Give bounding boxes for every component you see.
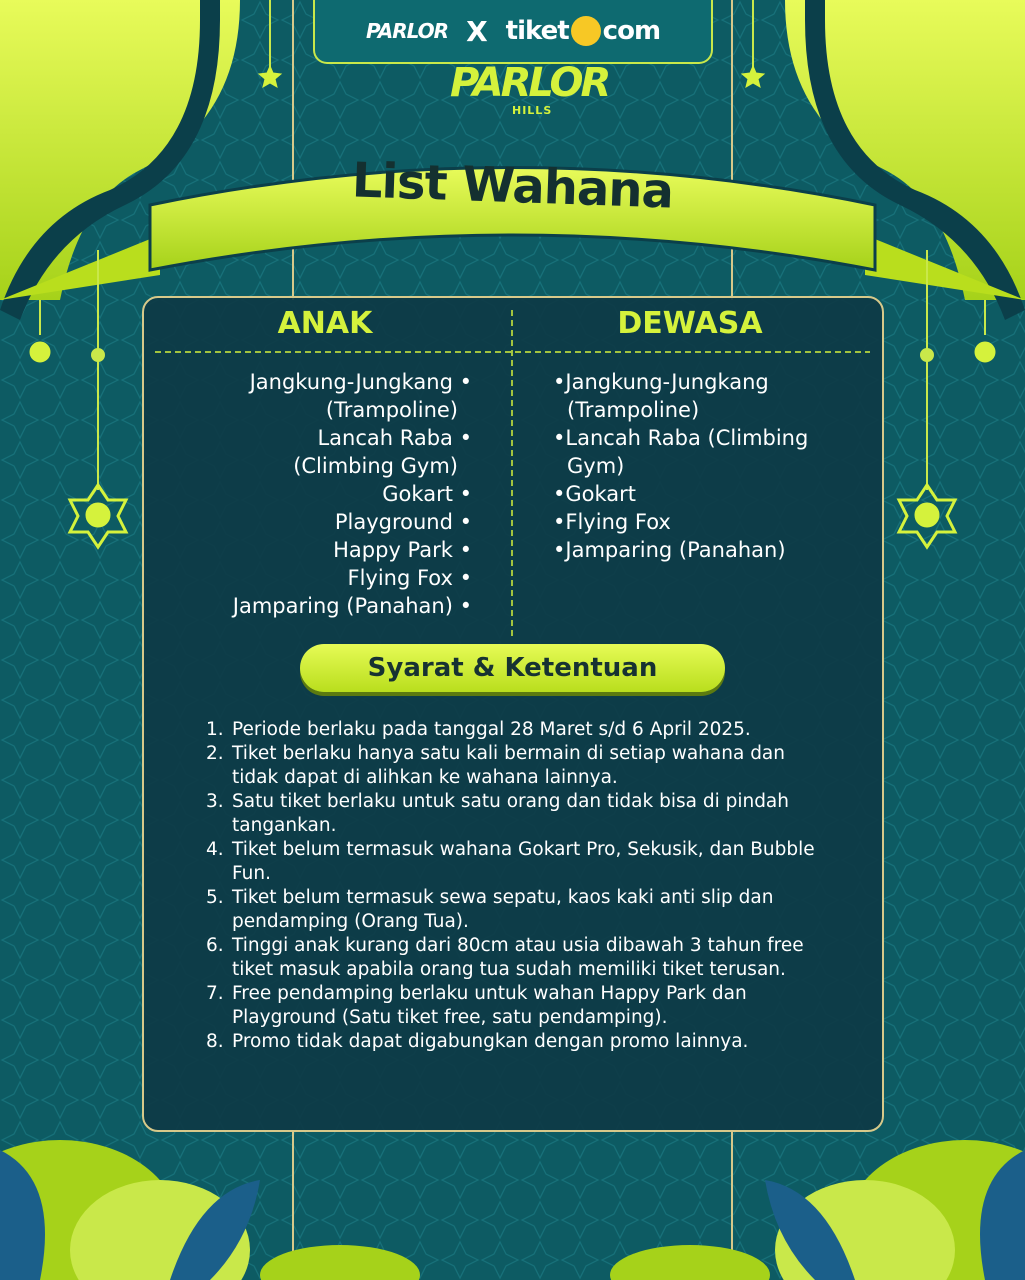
list-item: 6. Tinggi anak kurang dari 80cm atau usia dibawah 3 tahun free tiket masuk apabila orang tua sudah memiliki tiket terusan. bbox=[206, 935, 804, 980]
list-item: • Jangkung-Jungkang (Trampoline) bbox=[553, 368, 853, 424]
parlor-logo: PARLOR bbox=[365, 19, 449, 43]
list-item: 4. Tiket belum termasuk wahana Gokart Pro, Sekusik, dan Bubble Fun. bbox=[206, 839, 815, 884]
list-item: 2. Tiket berlaku hanya satu kali bermain di setiap wahana dan tidak dapat di alihkan ke wahana lainnya. bbox=[206, 743, 785, 788]
terms-list bbox=[206, 718, 826, 1054]
dewasa-ride-list bbox=[553, 368, 853, 564]
tiket-dot-icon bbox=[571, 16, 601, 46]
list-item: Jamparing (Panahan) • bbox=[160, 592, 472, 620]
list-item: • Gokart bbox=[553, 480, 853, 508]
list-item: (Climbing Gym) bbox=[293, 454, 458, 478]
list-item: Lancah Raba • bbox=[160, 424, 472, 452]
list-item: 3. Satu tiket berlaku untuk satu orang dan tidak bisa di pindah tangankan. bbox=[206, 791, 789, 836]
partner-header bbox=[313, 0, 713, 64]
list-item: • Flying Fox bbox=[553, 508, 853, 536]
page-title: List Wahana bbox=[351, 152, 674, 220]
list-item: 8. Promo tidak dapat digabungkan dengan promo lainnya. bbox=[206, 1031, 749, 1052]
collab-separator: X bbox=[466, 14, 488, 48]
list-item: Jangkung-Jungkang • bbox=[160, 368, 472, 396]
parlor-hills-logo bbox=[450, 60, 609, 117]
column-heading-dewasa: DEWASA bbox=[617, 306, 763, 341]
list-item: Happy Park • bbox=[160, 536, 472, 564]
logo-main-text: PARLOR bbox=[450, 60, 609, 106]
list-item: Playground • bbox=[160, 508, 472, 536]
list-item: 1. Periode berlaku pada tanggal 28 Maret s/d 6 April 2025. bbox=[206, 719, 751, 740]
logo-sub-text: HILLS bbox=[512, 104, 553, 117]
list-item: Gokart • bbox=[160, 480, 472, 508]
list-item: 5. Tiket belum termasuk sewa sepatu, kaos kaki anti slip dan pendamping (Orang Tua). bbox=[206, 887, 774, 932]
list-item: 7. Free pendamping berlaku untuk wahan Happy Park dan Playground (Satu tiket free, satu pendamping). bbox=[206, 983, 747, 1028]
anak-ride-list bbox=[160, 368, 472, 620]
list-item: • Jamparing (Panahan) bbox=[553, 536, 853, 564]
list-item: Flying Fox • bbox=[160, 564, 472, 592]
terms-heading: Syarat & Ketentuan bbox=[300, 644, 725, 692]
list-item: • Lancah Raba (Climbing Gym) bbox=[553, 424, 853, 480]
tiket-logo-suffix: com bbox=[602, 16, 661, 46]
list-item: (Trampoline) bbox=[325, 398, 458, 422]
tiket-logo-text: tiket bbox=[505, 16, 569, 46]
column-heading-anak: ANAK bbox=[277, 306, 373, 341]
tiket-logo bbox=[506, 16, 660, 46]
